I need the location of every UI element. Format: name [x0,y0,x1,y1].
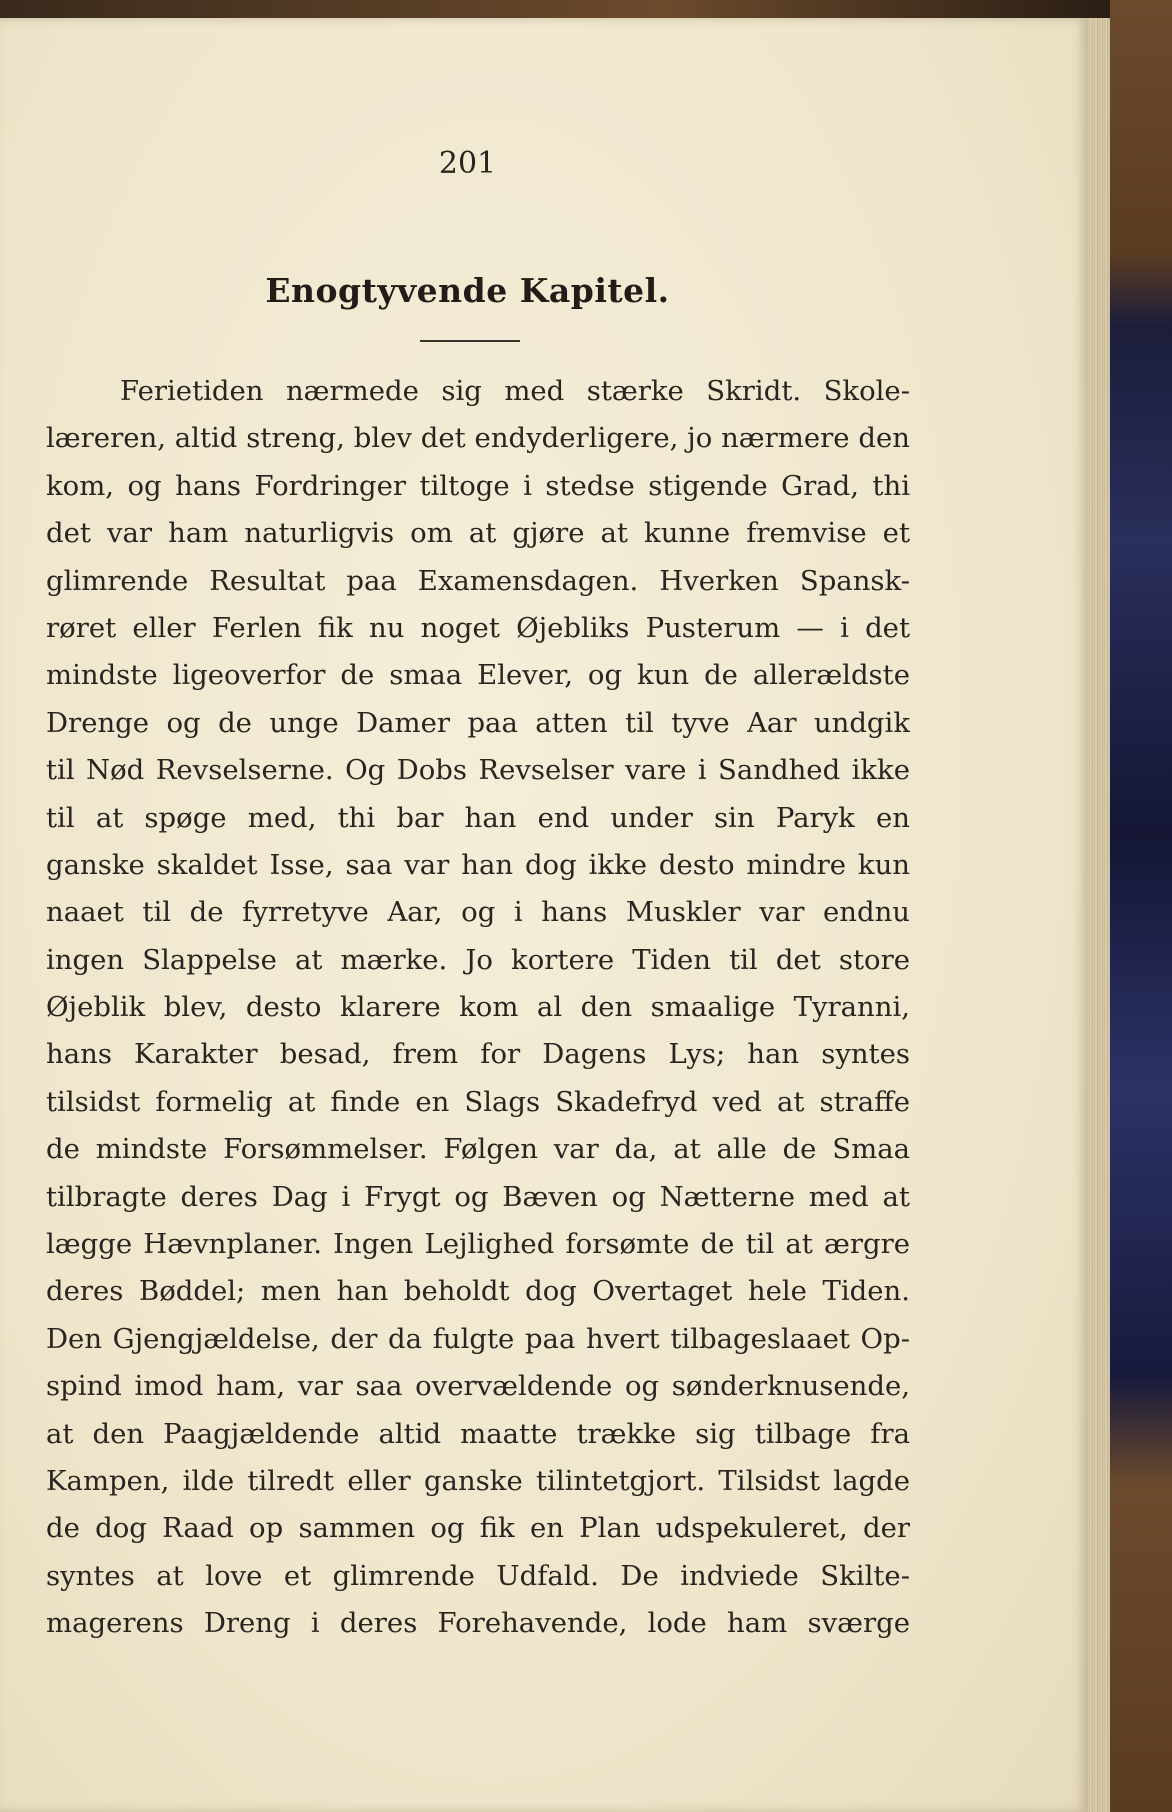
text-line: de mindste Forsømmelser. Følgen var da, at alle de Smaa [46,1133,910,1166]
text-line: at den Paagjældende altid maatte trække sig tilbage fra [46,1417,910,1450]
text-line: tilsidst formelig at finde en Slags Skadefryd ved at straffe [46,1085,910,1118]
text-line: det var ham naturligvis om at gjøre at kunne fremvise et [46,517,910,550]
text-line: røret eller Ferlen fik nu noget Øjebliks Pusterum — i det [46,611,910,644]
text-line: tilbragte deres Dag i Frygt og Bæven og Nætterne med at [46,1180,910,1213]
chapter-title: Enogtyvende Kapitel. [265,271,670,310]
text-line: syntes at love et glimrende Udfald. De indviede Skilte- [46,1559,910,1592]
text-line: til Nød Revselserne. Og Dobs Revselser vare i Sandhed ikke [46,754,910,787]
text-line: til at spøge med, thi bar han end under sin Paryk en [46,801,910,834]
text-line: Den Gjengjældelse, der da fulgte paa hvert tilbageslaaet Op- [46,1322,910,1355]
text-line: glimrende Resultat paa Examensdagen. Hverken Spansk- [46,564,910,597]
text-line: magerens Dreng i deres Forehavende, lode ham sværge [46,1607,910,1640]
book-top-edge [0,0,1110,18]
text-line: spind imod ham, var saa overvældende og sønderknusende, [46,1370,910,1403]
page-number: 201 [438,146,497,181]
text-line: Øjeblik blev, desto klarere kom al den smaalige Tyranni, [46,991,910,1024]
body-text [46,368,910,1648]
text-line: Drenge og de unge Damer paa atten til tyve Aar undgik [46,706,910,739]
text-line: Kampen, ilde tilredt eller ganske tilintetgjort. Tilsidst lagde [46,1464,910,1497]
text-line: mindste ligeoverfor de smaa Elever, og kun de allerældste [46,659,910,692]
text-line: Ferietiden nærmede sig med stærke Skridt. Skole- [120,375,910,407]
book-cover-edge [1110,0,1172,1812]
text-line: de dog Raad op sammen og fik en Plan udspekuleret, der [46,1512,910,1545]
text-line: hans Karakter besad, frem for Dagens Lys; han syntes [46,1038,910,1071]
text-line: læreren, altid streng, blev det endyderligere, jo nærmere den [46,422,910,455]
text-line: ingen Slappelse at mærke. Jo kortere Tiden til det store [46,943,910,976]
title-divider [420,340,520,342]
text-line: naaet til de fyrretyve Aar, og i hans Muskler var endnu [46,896,910,929]
page-stack-edge [1088,18,1110,1812]
text-line: ganske skaldet Isse, saa var han dog ikke desto mindre kun [46,848,910,881]
text-line: lægge Hævnplaner. Ingen Lejlighed forsømte de til at ærgre [46,1228,910,1261]
text-line: deres Bøddel; men han beholdt dog Overtaget hele Tiden. [46,1275,910,1308]
book-page [0,18,1088,1812]
text-line: kom, og hans Fordringer tiltoge i stedse stigende Grad, thi [46,469,910,502]
